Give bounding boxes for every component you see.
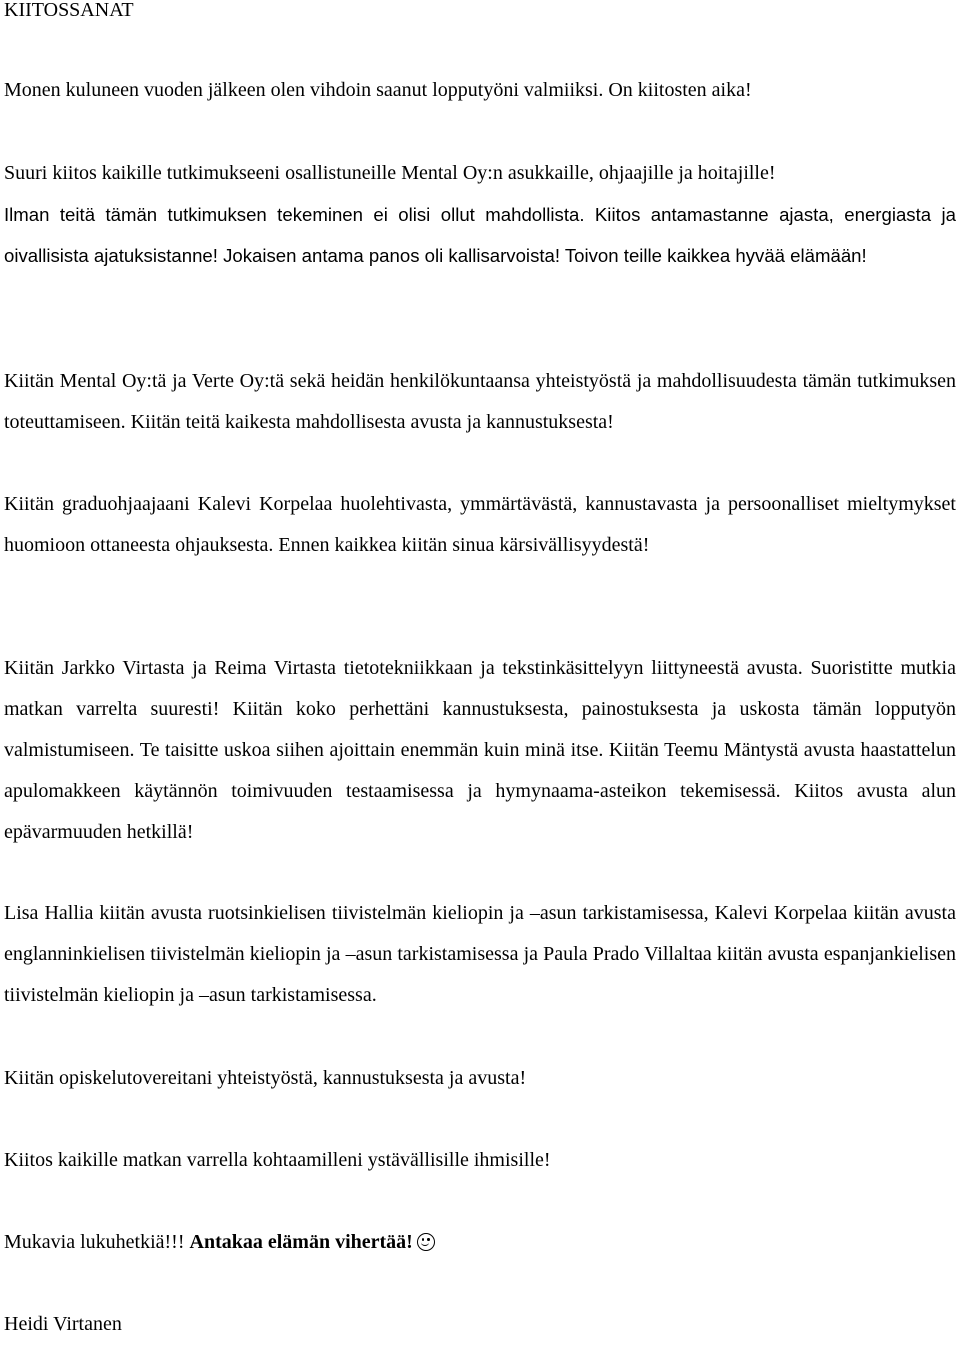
- paragraph-thanks-classmates: Kiitän opiskelutovereitani yhteistyöstä, kannustuksesta ja avusta!: [4, 1067, 527, 1089]
- closing-text: Mukavia lukuhetkiä!!!: [4, 1231, 190, 1253]
- paragraph-thanks-participants-rest: Ilman teitä tämän tutkimuksen tekeminen ei olisi ollut mahdollista. Kiitos antamastanne ajasta, energiasta ja oivallisista ajatuksistanne! Jokaisen antama panos oli kallisarvoista! Toivon teille kaikkea hyvää elämään!: [4, 204, 956, 266]
- smiley-icon: [417, 1233, 435, 1251]
- paragraph-thanks-organizations: Kiitän Mental Oy:tä ja Verte Oy:tä sekä heidän henkilökuntaansa yhteistyöstä ja mahdollisuudesta tämän tutkimuksen toteuttamiseen. Kiitän teitä kaikesta mahdollisesta avusta ja kannustuksesta!: [4, 370, 956, 433]
- paragraph-thanks-people: Kiitos kaikille matkan varrella kohtaamilleni ystävällisille ihmisille!: [4, 1149, 551, 1171]
- paragraph-thanks-supervisor: Kiitän graduohjaajaani Kalevi Korpelaa huolehtivasta, ymmärtävästä, kannustavasta ja persoonalliset mieltymykset huomioon ottaneesta ohjauksesta. Ennen kaikkea kiitän sinua kärsivällisyydestä!: [4, 493, 956, 556]
- paragraph-thanks-participants-line1: Suuri kiitos kaikille tutkimukseeni osallistuneille Mental Oy:n asukkaille, ohjaajille ja hoitajille!: [4, 162, 776, 184]
- closing-bold-text: Antakaa elämän vihertää!: [189, 1231, 413, 1253]
- paragraph-closing: [4, 1222, 435, 1263]
- paragraph-thanks-translations: Lisa Hallia kiitän avusta ruotsinkielisen tiivistelmän kieliopin ja –asun tarkistamisessa, Kalevi Korpelaa kiitän avusta englanninkielisen tiivistelmän kieliopin ja –asun tarkistamisessa ja Paula Prado Villaltaa kiitän avusta espanjankielisen tiivistelmän kieliopin ja –asun tarkistamisessa.: [4, 902, 956, 1006]
- signature: Heidi Virtanen: [4, 1313, 122, 1335]
- paragraph-intro: Monen kuluneen vuoden jälkeen olen vihdoin saanut lopputyöni valmiiksi. On kiitosten aika!: [4, 79, 752, 101]
- page-title: KIITOSSANAT: [4, 0, 134, 21]
- paragraph-thanks-family: Kiitän Jarkko Virtasta ja Reima Virtasta tietotekniikkaan ja tekstinkäsittelyyn liittyneestä avusta. Suoristitte mutkia matkan varrelta suuresti! Kiitän koko perhettäni kannustuksesta, painostuksesta ja uskosta tämän lopputyön valmistumiseen. Te taisitte uskoa siihen ajoittain enemmän kuin minä itse. Kiitän Teemu Mäntystä avusta haastattelun apulomakkeen käytännön toimivuuden testaamisessa ja hymynaama-asteikon tekemisessä. Kiitos avusta alun epävarmuuden hetkillä!: [4, 657, 956, 843]
